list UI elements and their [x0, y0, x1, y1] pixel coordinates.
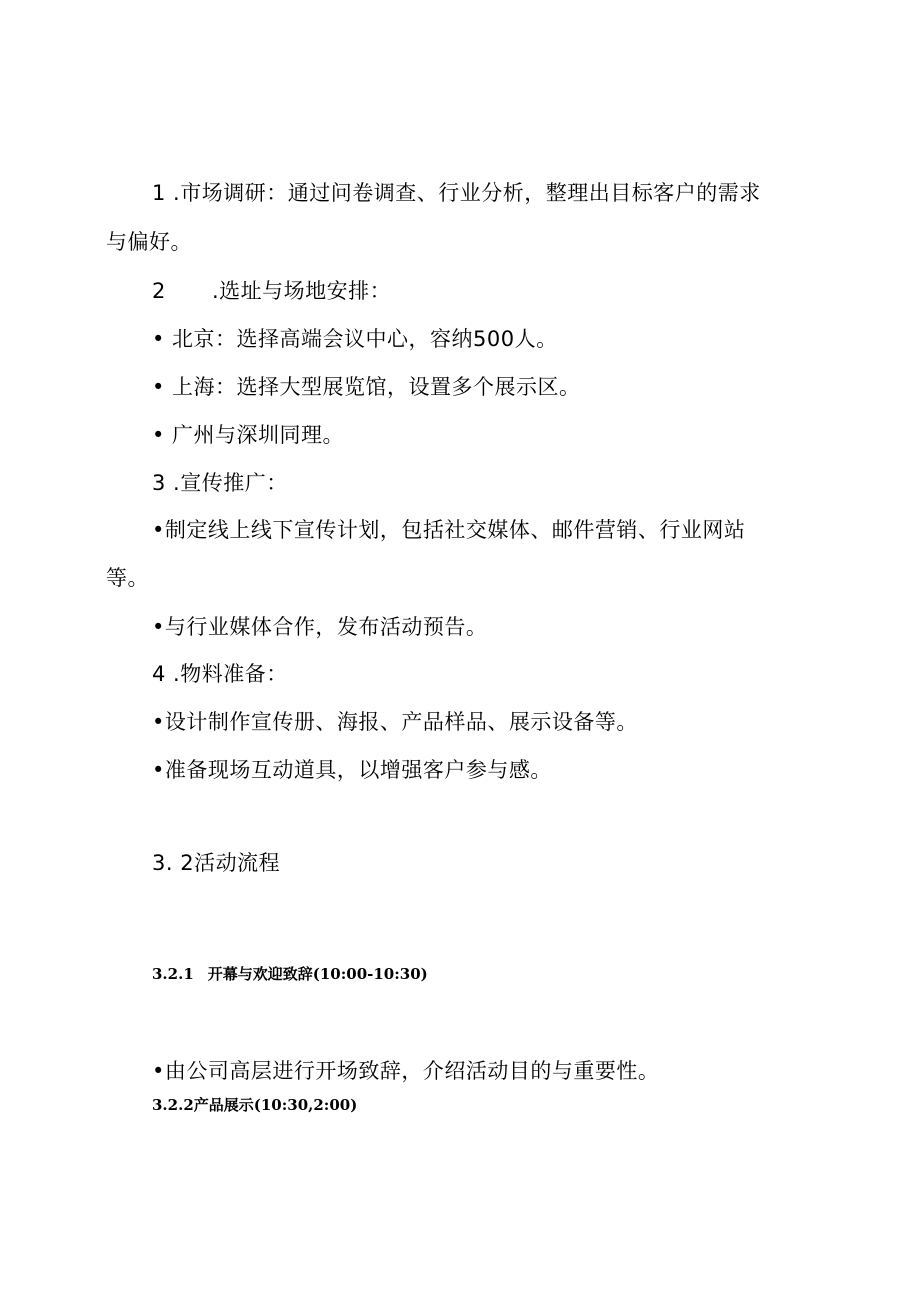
bullet-item: •由公司高层进行开场致辞，介绍活动目的与重要性。 — [152, 1059, 660, 1083]
paragraph-line: 等。 — [106, 566, 149, 590]
bullet-item: • 北京：选择高端会议中心，容纳500人。 — [152, 327, 558, 351]
bullet-item: •准备现场互动道具，以增强客户参与感。 — [152, 758, 552, 782]
subsection-heading: 3.2.2产品展示(10:30,2:00) — [152, 1096, 358, 1114]
numbered-heading — [152, 276, 391, 306]
bullet-item: •设计制作宣传册、海报、产品样品、展示设备等。 — [152, 710, 638, 734]
bullet-item: •制定线上线下宣传计划，包括社交媒体、邮件营销、行业网站 — [152, 518, 746, 542]
bullet-item: • 上海：选择大型展览馆，设置多个展示区。 — [152, 375, 581, 399]
section-title: 3. 2活动流程 — [152, 851, 281, 875]
subsection-heading — [152, 963, 428, 985]
numbered-heading: 3 .宣传推广： — [152, 471, 288, 495]
paragraph-line: 1 .市场调研：通过问卷调查、行业分析，整理出目标客户的需求 — [152, 181, 761, 205]
item-text: .选址与场地安排： — [212, 279, 392, 303]
paragraph-line: 与偏好。 — [106, 230, 192, 254]
subsection-number: 3.2.1 — [152, 965, 194, 983]
bullet-item: • 广州与深圳同理。 — [152, 423, 345, 447]
item-number: 2 — [152, 279, 166, 303]
bullet-item: •与行业媒体合作，发布活动预告。 — [152, 615, 488, 639]
numbered-heading: 4 .物料准备： — [152, 662, 288, 686]
subsection-title: 开幕与欢迎致辞(10:00-10:30) — [207, 965, 428, 983]
